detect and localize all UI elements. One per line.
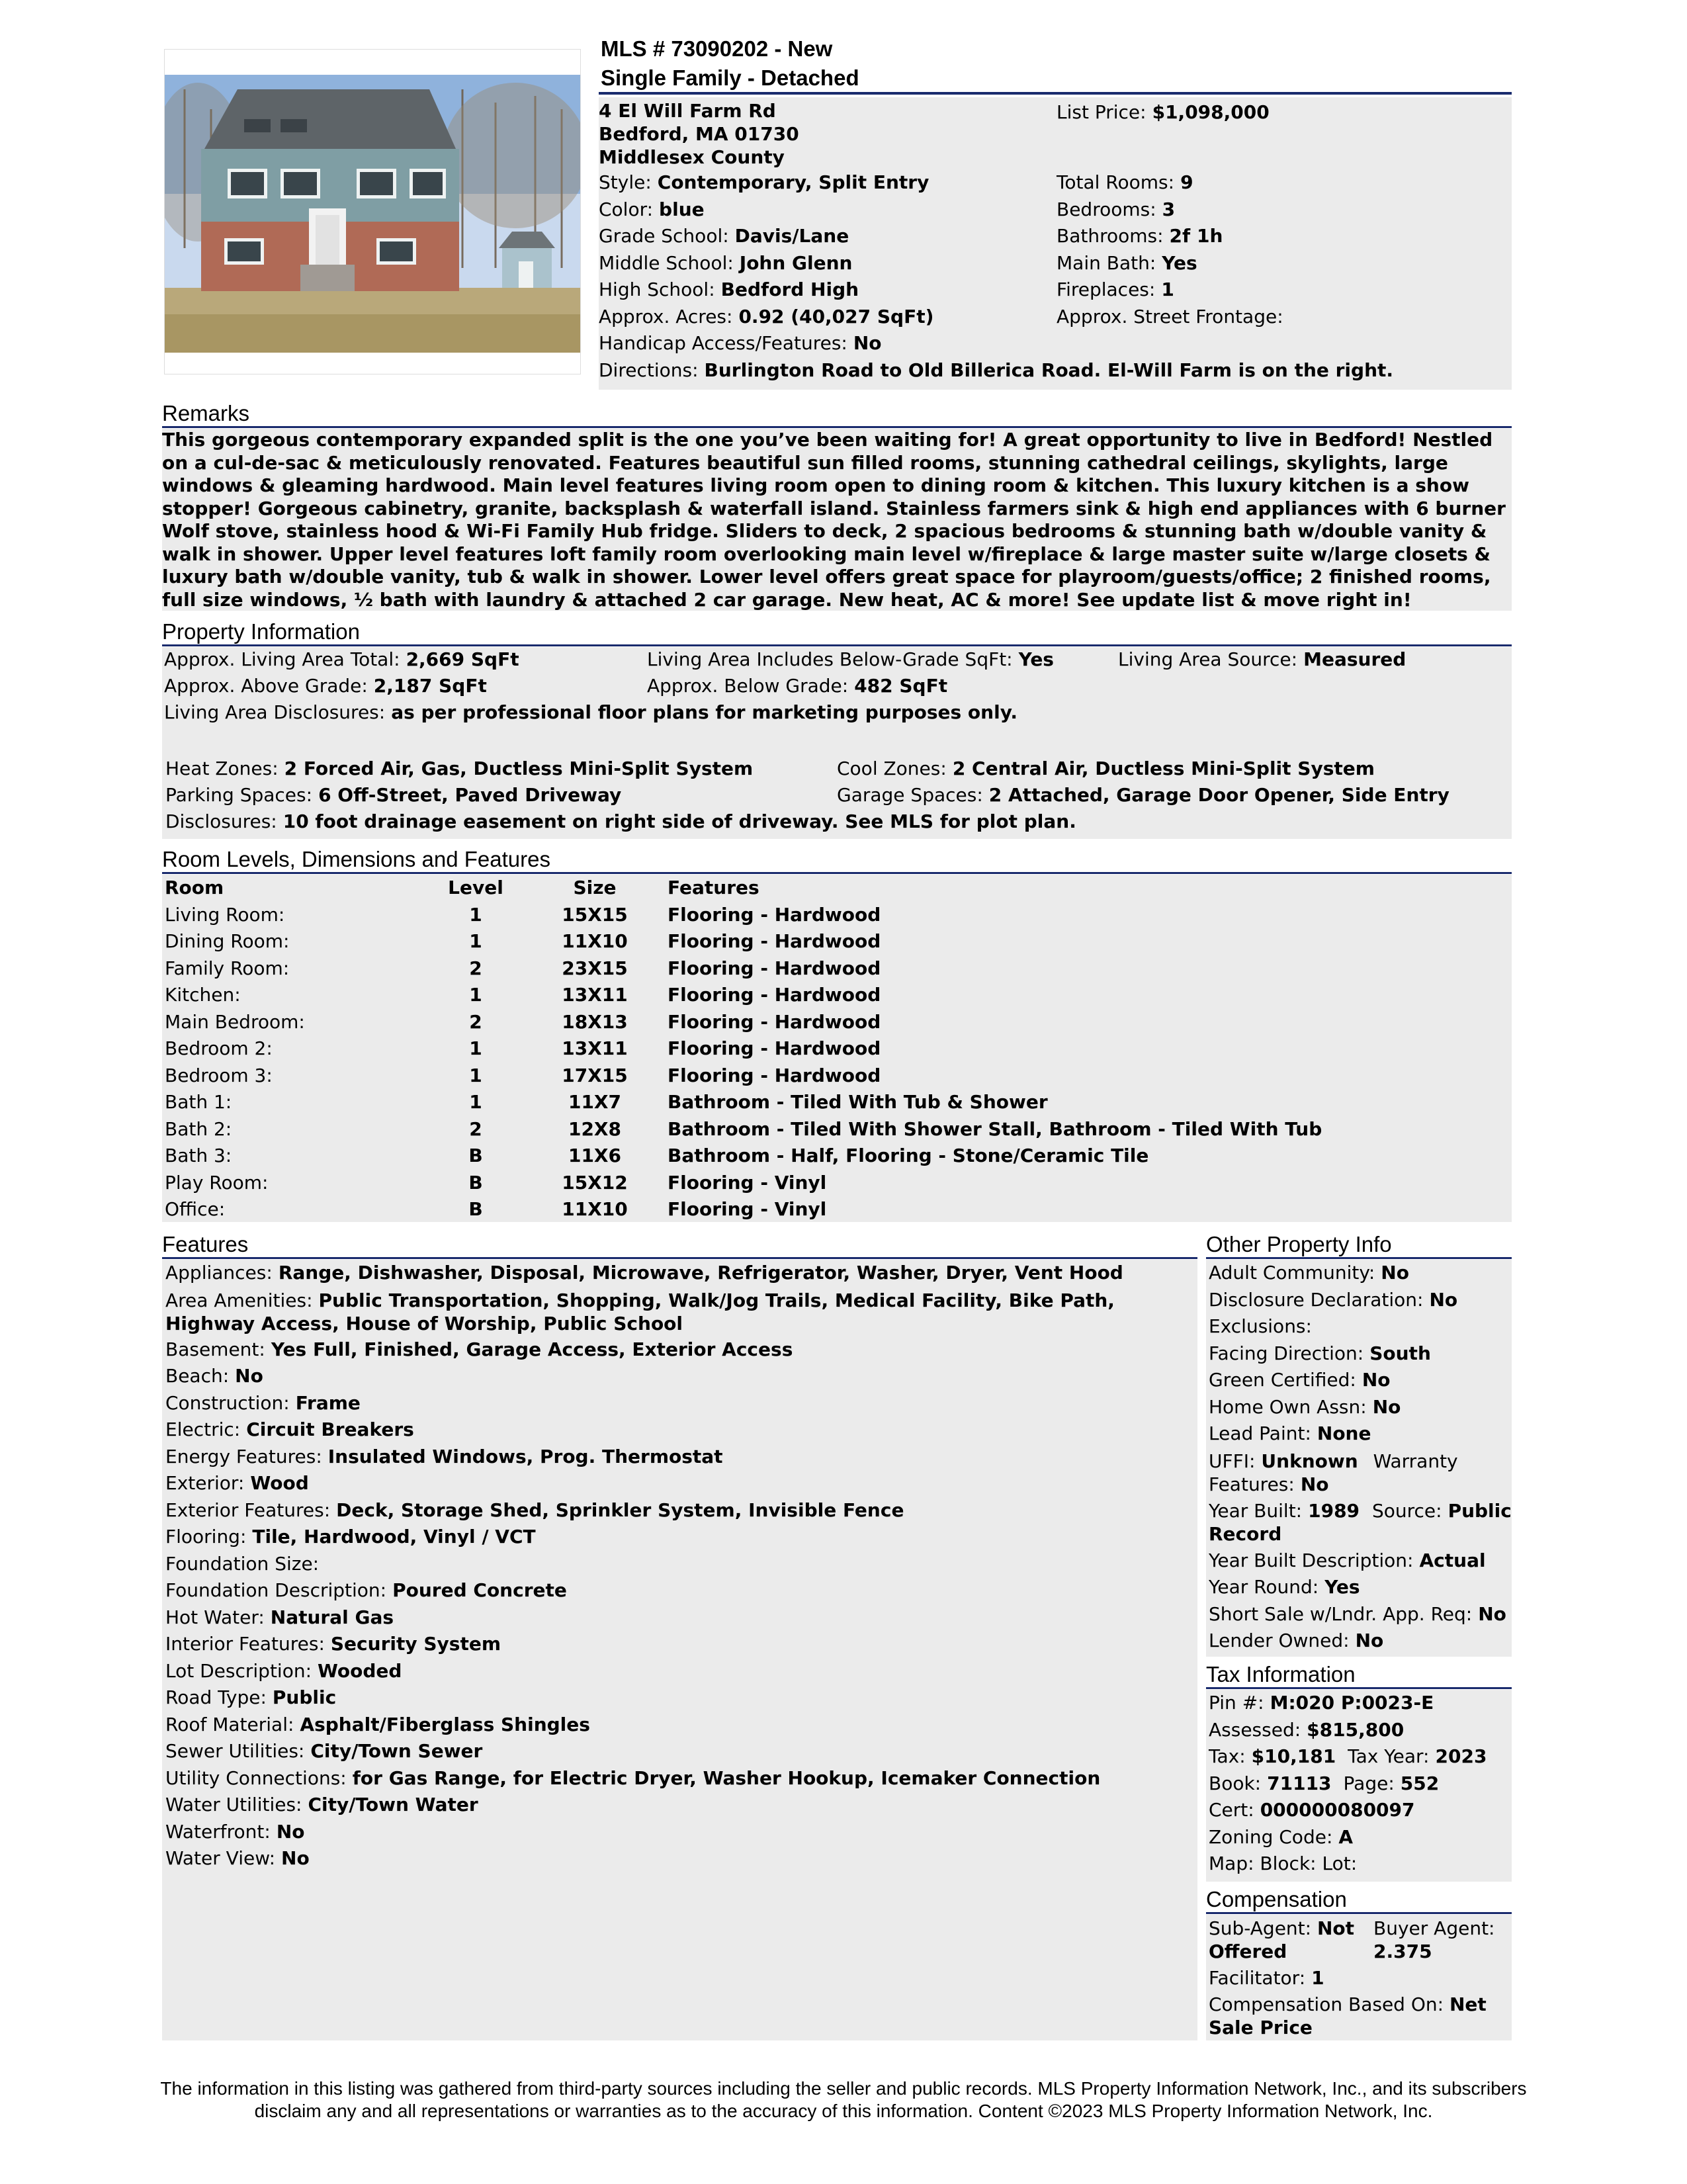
cool-zones: Cool Zones: 2 Central Air, Ductless Mini-Split System [837, 758, 1375, 779]
summary-right [1057, 169, 1289, 330]
compensation-title: Compensation [1206, 1887, 1512, 1914]
appliances-field: Appliances: Range, Dishwasher, Disposal, Microwave, Refrigerator, Washer, Dryer, Vent Hood [165, 1262, 1123, 1284]
exterior-features-field: Exterior Features: Deck, Storage Shed, Sprinkler System, Invisible Fence [165, 1499, 904, 1521]
high-school-field: High School: Bedford High [599, 279, 859, 300]
table-row: Family Room: 2 23X15 Flooring - Hardwood [165, 957, 881, 979]
compensation-based-on-field: Compensation Based On: Net Sale Price [1209, 1993, 1487, 2038]
year-built-description-field: Year Built Description: Actual [1209, 1549, 1486, 1571]
table-row: Bedroom 2: 1 13X11 Flooring - Hardwood [165, 1037, 881, 1059]
cert-field: Cert: 000000080097 [1209, 1799, 1415, 1821]
year-built-field: Year Built: 1989 Source: Public Record [1209, 1499, 1512, 1545]
parking-spaces: Parking Spaces: 6 Off-Street, Paved Driveway [165, 784, 622, 806]
lead-paint-field: Lead Paint: None [1209, 1422, 1371, 1444]
roof-material-field: Roof Material: Asphalt/Fiberglass Shingles [165, 1713, 590, 1735]
exclusions-field: Exclusions: [1209, 1315, 1312, 1337]
heat-zones: Heat Zones: 2 Forced Air, Gas, Ductless Mini-Split System [165, 758, 754, 779]
living-area-disclosures: Living Area Disclosures: as per professional floor plans for marketing purposes only. [164, 701, 1018, 723]
other-info-title: Other Property Info [1206, 1232, 1512, 1259]
table-row: Bath 1: 1 11X7 Bathroom - Tiled With Tub & Shower [165, 1091, 1048, 1113]
sewer-utilities-field: Sewer Utilities: City/Town Sewer [165, 1740, 483, 1762]
water-view-field: Water View: No [165, 1847, 310, 1869]
home-own-assn-field: Home Own Assn: No [1209, 1395, 1401, 1418]
property-type: Single Family - Detached [601, 66, 859, 90]
address-street: 4 El Will Farm Rd [599, 100, 776, 122]
assessed-field: Assessed: $815,800 [1209, 1718, 1405, 1741]
facilitator-field: Facilitator: 1 [1209, 1967, 1324, 1989]
disclosures: Disclosures: 10 foot drainage easement on right side of driveway. See MLS for plot plan. [165, 810, 1076, 832]
living-area-source: Living Area Source: Measured [1118, 648, 1406, 670]
tax-field: Tax: $10,181 Tax Year: 2023 [1209, 1745, 1487, 1767]
list-price: List Price: $1,098,000 [1057, 101, 1270, 123]
acres-field: Approx. Acres: 0.92 (40,027 SqFt) [599, 305, 934, 328]
lot-description-field: Lot Description: Wooded [165, 1659, 402, 1682]
grade-school-field: Grade School: Davis/Lane [599, 225, 849, 247]
directions-field: Directions: Burlington Road to Old Billerica Road. El-Will Farm is on the right. [599, 359, 1394, 381]
zoning-code-field: Zoning Code: A [1209, 1825, 1354, 1848]
table-row: Bath 2: 2 12X8 Bathroom - Tiled With Shower Stall, Bathroom - Tiled With Tub [165, 1117, 1322, 1140]
tax-info-panel [1206, 1690, 1512, 1882]
area-amenities-field: Area Amenities: Public Transportation, Shopping, Walk/Jog Trails, Medical Facility, Bike Path, Highway Access, House of Worship, Public School [165, 1289, 1115, 1334]
table-row: Play Room: B 15X12 Flooring - Vinyl [165, 1171, 827, 1194]
exterior-field: Exterior: Wood [165, 1472, 309, 1494]
fireplaces-field: Fireplaces: 1 [1057, 279, 1174, 300]
rooms-table [162, 875, 1322, 1223]
road-type-field: Road Type: Public [165, 1686, 337, 1708]
short-sale-field: Short Sale w/Lndr. App. Req: No [1209, 1602, 1506, 1625]
street-frontage-field: Approx. Street Frontage: [1057, 305, 1283, 328]
above-grade: Approx. Above Grade: 2,187 SqFt [164, 675, 487, 697]
total-rooms-field: Total Rooms: 9 [1057, 171, 1193, 193]
bathrooms-field: Bathrooms: 2f 1h [1057, 225, 1223, 247]
address-city: Bedford, MA 01730 [599, 123, 799, 145]
green-certified-field: Green Certified: No [1209, 1369, 1391, 1391]
energy-features-field: Energy Features: Insulated Windows, Prog. Thermostat [165, 1445, 723, 1467]
main-bath-field: Main Bath: Yes [1057, 251, 1197, 274]
flooring-field: Flooring: Tile, Hardwood, Vinyl / VCT [165, 1526, 536, 1548]
table-row: Living Room: 1 15X15 Flooring - Hardwood [165, 903, 881, 926]
hot-water-field: Hot Water: Natural Gas [165, 1606, 394, 1628]
tax-info-title: Tax Information [1206, 1662, 1512, 1689]
middle-school-field: Middle School: John Glenn [599, 251, 853, 274]
construction-field: Construction: Frame [165, 1391, 361, 1414]
rooms-header-row: Room Level Size Features [165, 877, 759, 898]
electric-field: Electric: Circuit Breakers [165, 1419, 414, 1440]
living-area-total: Approx. Living Area Total: 2,669 SqFt [164, 648, 519, 670]
water-utilities-field: Water Utilities: City/Town Water [165, 1794, 478, 1815]
utility-connections-field: Utility Connections: for Gas Range, for Electric Dryer, Washer Hookup, Icemaker Connection [165, 1767, 1101, 1789]
table-row: Dining Room: 1 11X10 Flooring - Hardwood [165, 930, 881, 952]
lender-owned-field: Lender Owned: No [1209, 1630, 1384, 1651]
property-photo [164, 49, 581, 374]
table-row: Bedroom 3: 1 17X15 Flooring - Hardwood [165, 1064, 881, 1086]
list-price-value: $1,098,000 [1152, 101, 1270, 123]
table-row: Bath 3: B 11X6 Bathroom - Half, Flooring - Stone/Ceramic Tile [165, 1145, 1149, 1166]
header-rule [599, 92, 1512, 95]
below-grade: Approx. Below Grade: 482 SqFt [647, 675, 948, 697]
foundation-size-field: Foundation Size: [165, 1552, 320, 1575]
mls-number: MLS # 73090202 - New [601, 36, 833, 61]
uffi-warranty-field: UFFI: Unknown Warranty Features: No [1209, 1450, 1458, 1495]
remarks-title: Remarks [162, 401, 1512, 428]
bedrooms-field: Bedrooms: 3 [1057, 198, 1176, 220]
interior-features-field: Interior Features: Security System [165, 1633, 501, 1655]
adult-community-field: Adult Community: No [1209, 1262, 1409, 1284]
beach-field: Beach: No [165, 1365, 263, 1387]
color-field: Color: blue [599, 198, 705, 220]
garage-spaces: Garage Spaces: 2 Attached, Garage Door Opener, Side Entry [837, 784, 1449, 806]
sub-agent-field: Sub-Agent: Not Offered [1209, 1917, 1355, 1962]
map-block-lot-field: Map: Block: Lot: [1209, 1853, 1358, 1874]
compensation-panel [1206, 1915, 1512, 2040]
facing-direction-field: Facing Direction: South [1209, 1342, 1431, 1364]
other-info-panel [1206, 1260, 1512, 1657]
features-title: Features [162, 1232, 1197, 1259]
style-field: Style: Contemporary, Split Entry [599, 171, 930, 193]
table-row: Kitchen: 1 13X11 Flooring - Hardwood [165, 984, 881, 1006]
listing-header [601, 34, 859, 93]
table-row: Office: B 11X10 Flooring - Vinyl [165, 1198, 827, 1220]
foundation-description-field: Foundation Description: Poured Concrete [165, 1579, 567, 1601]
remarks-text: This gorgeous contemporary expanded split is the one you’ve been waiting for! A great opportunity to live in Bedford! Nestled on a cul-de-sac & meticulously renovated. Features beautiful sun filled rooms, stunning cathedral ceilings, skylights, large windows & gleaming hardwood. Main level features living room open to dining room & kitchen. This luxury kitchen is a show stopper! Gorgeous cabinetry, granite, backsplash & waterfall island. Stainless farmers sink & high end appliances with 6 burner Wolf stove, stainless hood & Wi-Fi Family Hub fridge. Sliders to deck, 2 spacious bedrooms & stunning bath w/double vanity & walk in shower. Upper level features loft family room overlooking main level w/fireplace & large master suite w/large closets & luxury bath w/double vanity, tub & walk in shower. Lower level offers great space for playroom/guests/office; 2 finished rooms, full size windows, ½ bath with laundry & attached 2 car garage. New heat, AC & more! See update list & move right in! [162, 429, 1512, 611]
buyer-agent-field: Buyer Agent: 2.375 [1373, 1917, 1495, 1962]
basement-field: Basement: Yes Full, Finished, Garage Access, Exterior Access [165, 1338, 793, 1360]
rooms-title: Room Levels, Dimensions and Features [162, 847, 1512, 874]
address-block [599, 99, 799, 169]
property-info-title: Property Information [162, 619, 1512, 646]
pin-field: Pin #: M:020 P:0023-E [1209, 1692, 1434, 1714]
below-grade-includes: Living Area Includes Below-Grade SqFt: Yes [647, 648, 1054, 670]
book-page-field: Book: 71113 Page: 552 [1209, 1772, 1440, 1794]
footer-disclaimer: The information in this listing was gathered from third-party sources including the seller and public records. MLS Property Information Network, Inc., and its subscribers disclaim any and all representations or warranties as to the accuracy of this information. Content ©2023 MLS Property Information Network, Inc. [160, 2078, 1527, 2121]
disclosure-declaration-field: Disclosure Declaration: No [1209, 1288, 1458, 1311]
table-row: Main Bedroom: 2 18X13 Flooring - Hardwood [165, 1010, 881, 1033]
waterfront-field: Waterfront: No [165, 1820, 305, 1843]
address-county: Middlesex County [599, 146, 785, 168]
year-round-field: Year Round: Yes [1209, 1576, 1360, 1598]
rooms-panel [162, 875, 1512, 1222]
handicap-field: Handicap Access/Features: No [599, 332, 882, 354]
features-panel [162, 1260, 1197, 2040]
